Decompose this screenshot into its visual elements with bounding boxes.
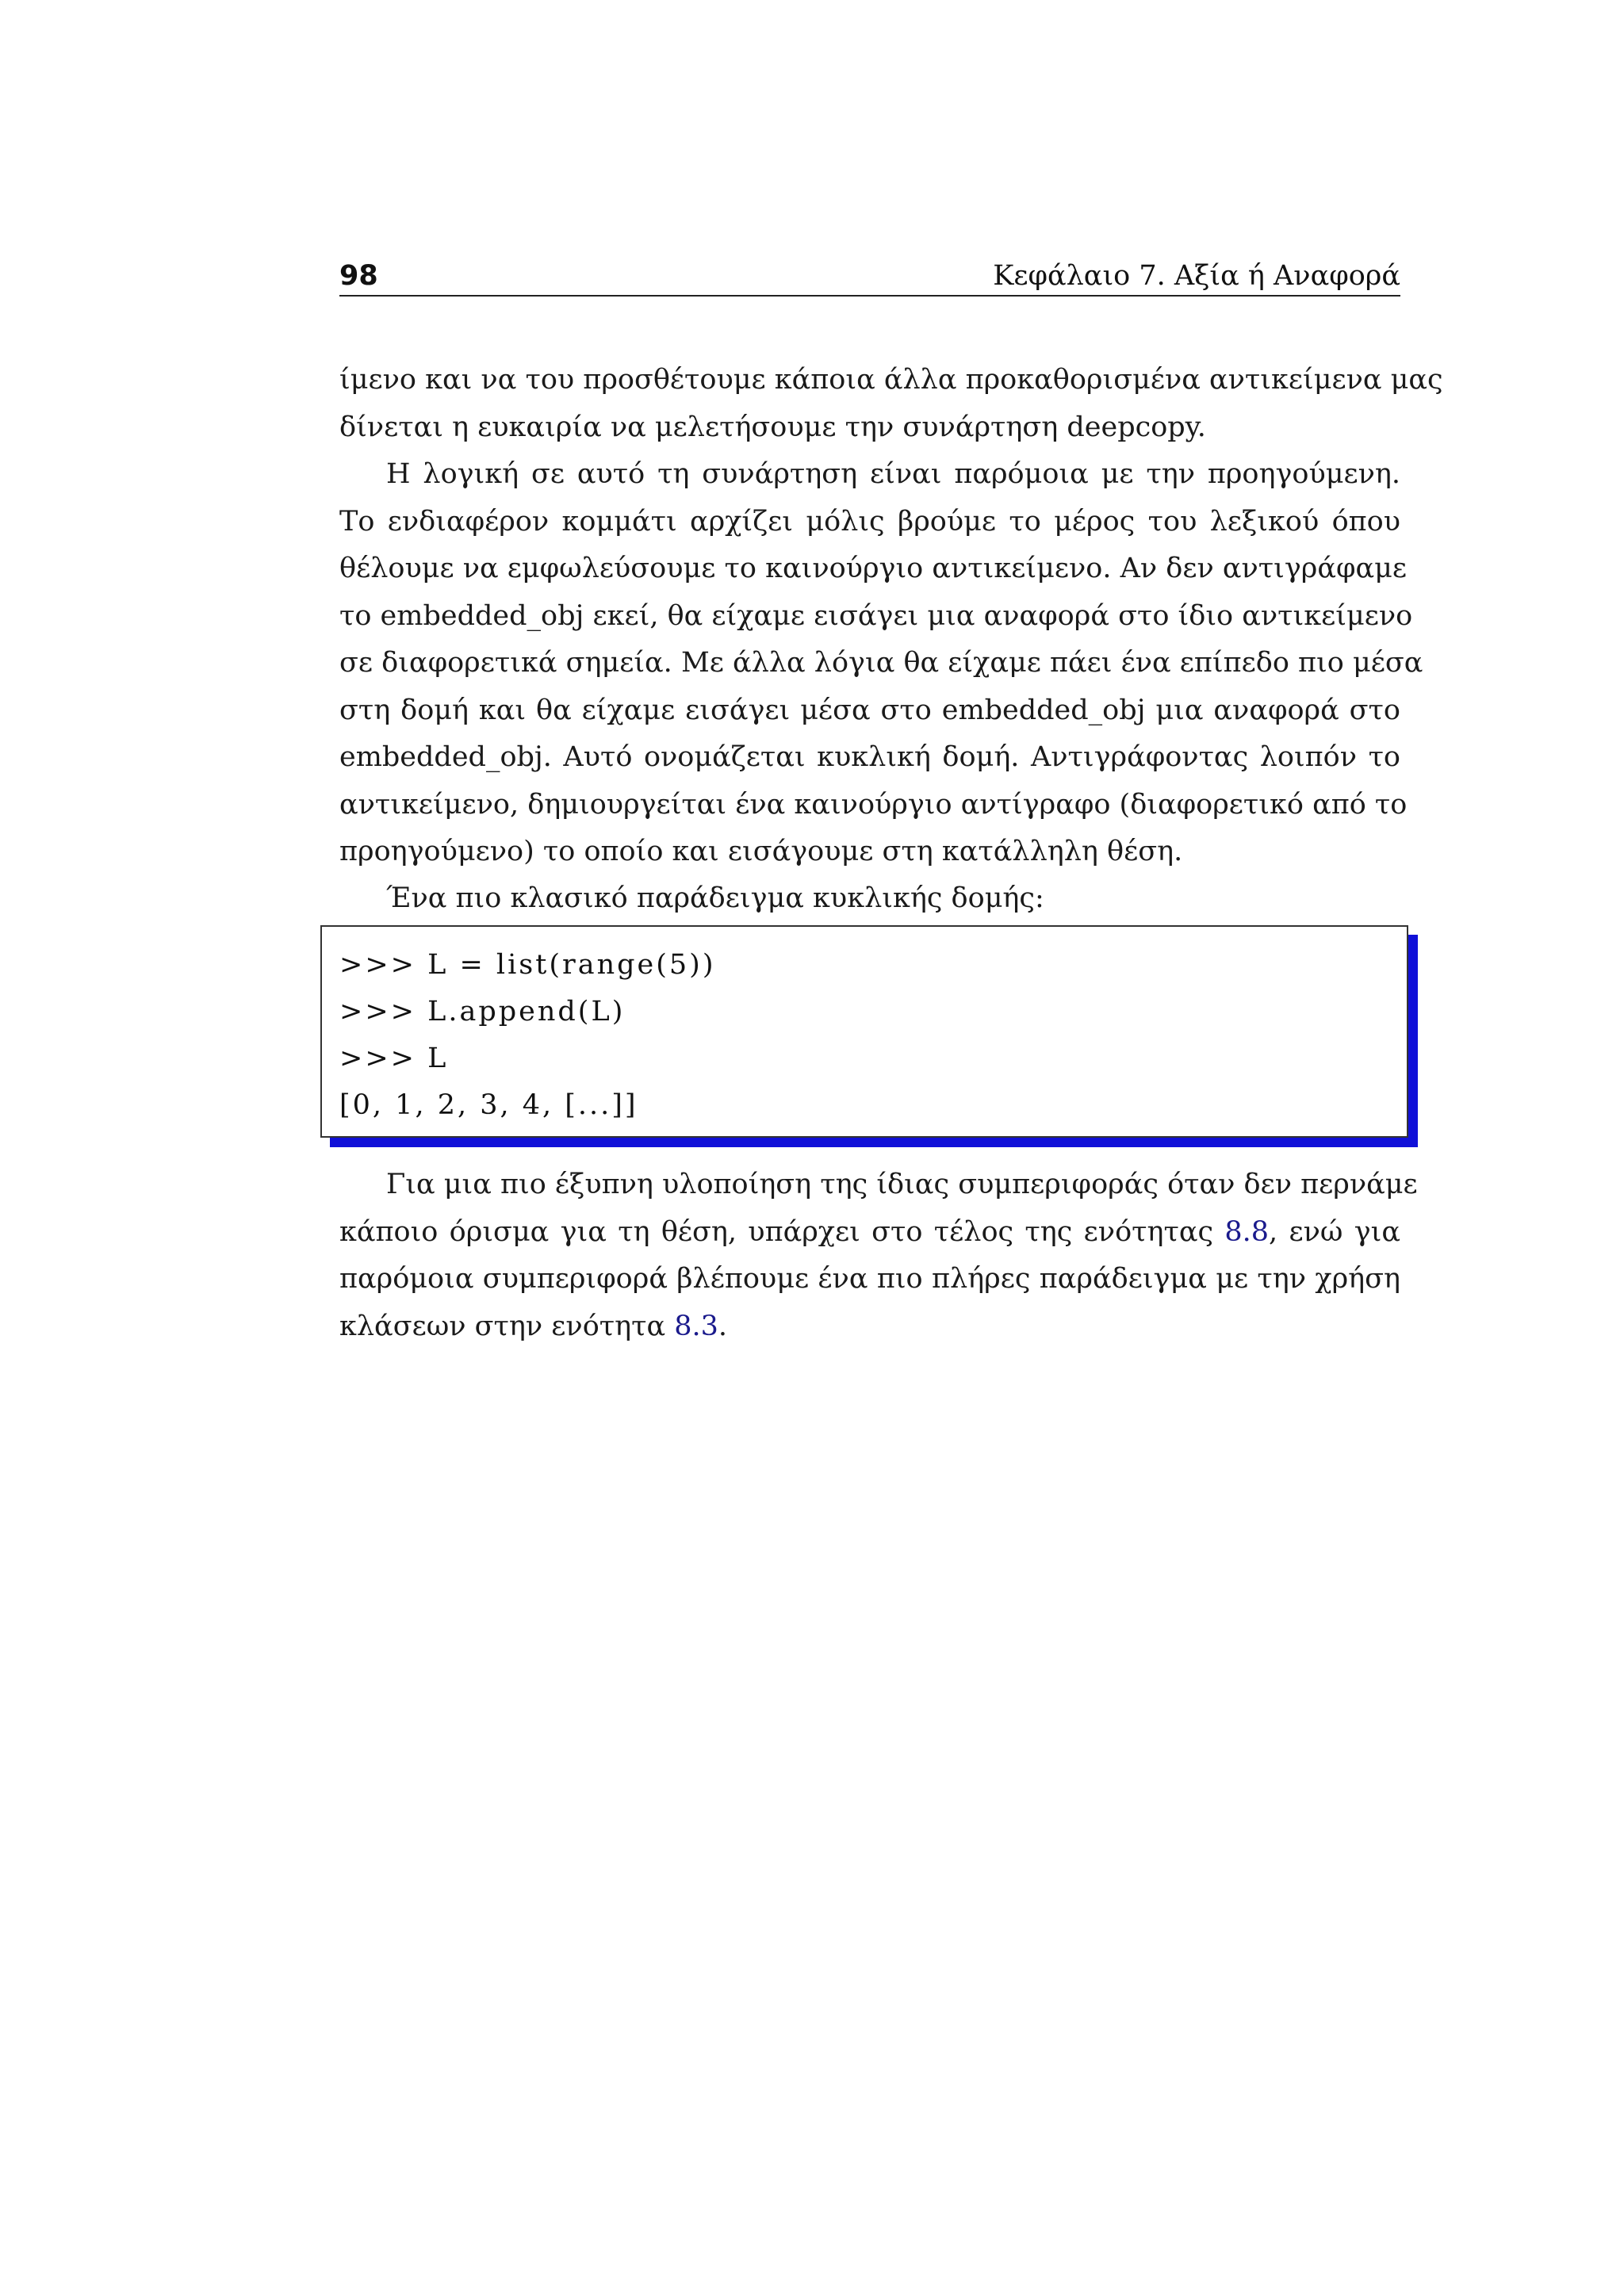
text-line: ίμενο και να του προσθέτουμε κάποια άλλα προκαθορισμένα αντικείμενα μας [339, 364, 1443, 396]
paragraph-example-intro [339, 875, 1400, 923]
text-line [339, 1209, 1400, 1257]
text-segment: κάποιο όρισμα για τη θέση, υπάρχει στο τέλος της ενότητας [339, 1215, 1225, 1248]
paragraph-smarter-implementation [339, 1161, 1418, 1350]
text-line: Ένα πιο κλασικό παράδειγμα κυκλικής δομής: [386, 882, 1044, 914]
code-line: >>> L [339, 1043, 449, 1074]
paragraph-circular-structure [339, 451, 1423, 876]
code-line: [0, 1, 2, 3, 4, [...]] [339, 1089, 638, 1121]
paragraph-continuation [339, 357, 1443, 451]
text-line: προηγούμενο) το οποίο και εισάγουμε στη κατάλληλη θέση. [339, 836, 1183, 867]
text-line [339, 1303, 1400, 1351]
code-line: >>> L = list(range(5)) [339, 949, 716, 981]
page-number: 98 [339, 260, 378, 292]
text-line: το embedded_obj εκεί, θα είχαμε εισάγει μια αναφορά στο ίδιο αντικείμενο [339, 599, 1413, 632]
running-head: Κεφάλαιο 7. Αξία ή Αναφορά [993, 260, 1400, 292]
text-segment: κλάσεων στην ενότητα [339, 1310, 675, 1342]
text-line: παρόμοια συμπεριφορά βλέπουμε ένα πιο πλήρες παράδειγμα με την χρήση [339, 1263, 1400, 1295]
text-line: στη δομή και θα είχαμε εισάγει μέσα στο embedded_obj μια αναφορά στο [339, 694, 1400, 726]
section-link-8-3[interactable]: 8.3 [674, 1310, 718, 1342]
text-segment: , ενώ για [1269, 1215, 1400, 1248]
text-line: Για μια πιο έξυπνη υλοποίηση της ίδιας συμπεριφοράς όταν δεν περνάμε [386, 1169, 1418, 1200]
section-link-8-8[interactable]: 8.8 [1224, 1215, 1270, 1248]
text-line: αντικείμενο, δημιουργείται ένα καινούργιο αντίγραφο (διαφορετικό από το [339, 788, 1408, 821]
text-segment: . [718, 1310, 728, 1342]
text-line: δίνεται η ευκαιρία να μελετήσουμε την συνάρτηση deepcopy. [339, 411, 1206, 443]
code-line: >>> L.append(L) [339, 996, 626, 1027]
code-listing [320, 925, 1408, 1138]
text-line: embedded_obj. Αυτό ονομάζεται κυκλική δομή. Αντιγράφοντας λοιπόν το [339, 741, 1400, 773]
text-line: Το ενδιαφέρον κομμάτι αρχίζει μόλις βρούμε το μέρος του λεξικού όπου [339, 505, 1400, 538]
text-line: Η λογική σε αυτό τη συνάρτηση είναι παρόμοια με την προηγούμενη. [386, 458, 1400, 490]
text-line: θέλουμε να εμφωλεύσουμε το καινούργιο αντικείμενο. Αν δεν αντιγράφαμε [339, 553, 1408, 584]
page-header [339, 255, 1400, 297]
text-line: σε διαφορετικά σημεία. Με άλλα λόγια θα είχαμε πάει ένα επίπεδο πιο μέσα [339, 647, 1423, 679]
